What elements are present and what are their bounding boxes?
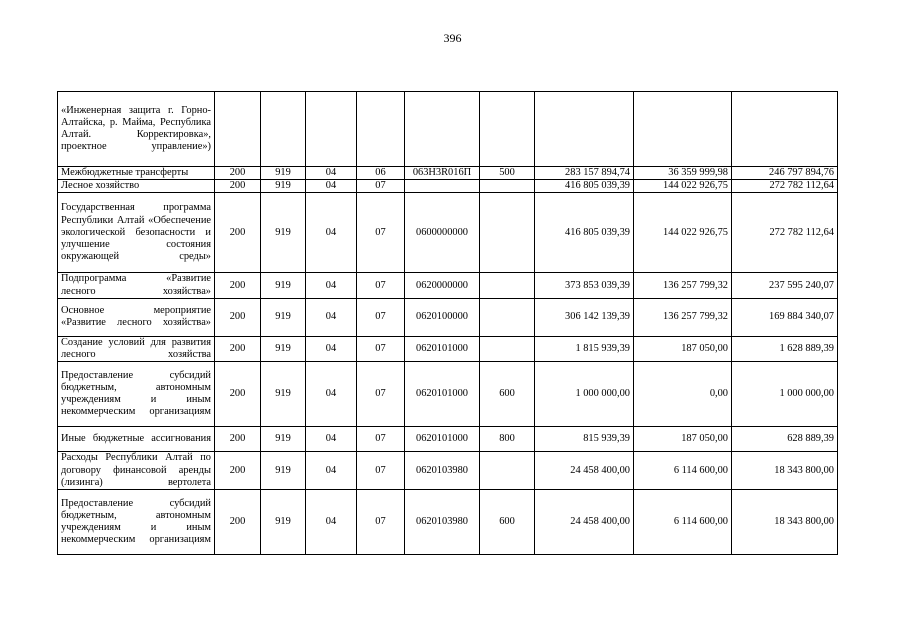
cell-amount-a: 144 022 926,75 xyxy=(634,180,732,193)
table-row xyxy=(58,167,838,180)
cell-amount-b: 628 889,39 xyxy=(732,427,838,452)
cell-csr: 0600000000 xyxy=(405,193,480,273)
table-row xyxy=(58,427,838,452)
cell-name: Расходы Республики Алтай по договору финансовой аренды (лизинга) вертолета xyxy=(58,452,215,490)
cell-pr: 04 xyxy=(306,336,357,361)
cell-csr: 0620103980 xyxy=(405,490,480,555)
page-number: 396 xyxy=(443,31,462,45)
cell-amount-a: 36 359 999,98 xyxy=(634,167,732,180)
cell-csr: 0620000000 xyxy=(405,273,480,298)
cell-amount-a: 136 257 799,32 xyxy=(634,298,732,336)
table-row xyxy=(58,452,838,490)
cell-grbs: 200 xyxy=(215,490,261,555)
cell-rz: 919 xyxy=(261,193,306,273)
cell-sub: 07 xyxy=(357,180,405,193)
cell-total: 24 458 400,00 xyxy=(535,452,634,490)
cell-vr: 800 xyxy=(480,427,535,452)
cell-csr xyxy=(405,92,480,167)
cell-name: Основное мероприятие «Развитие лесного хозяйства» xyxy=(58,298,215,336)
cell-total: 373 853 039,39 xyxy=(535,273,634,298)
cell-rz: 919 xyxy=(261,273,306,298)
cell-csr: 0620103980 xyxy=(405,452,480,490)
table-row xyxy=(58,273,838,298)
cell-pr: 04 xyxy=(306,490,357,555)
cell-amount-a: 144 022 926,75 xyxy=(634,193,732,273)
cell-amount-b: 272 782 112,64 xyxy=(732,180,838,193)
cell-name: Предоставление субсидий бюджетным, автономным учреждениям и иным некоммерческим организациям xyxy=(58,490,215,555)
cell-amount-a xyxy=(634,92,732,167)
table-row xyxy=(58,193,838,273)
cell-total: 1 000 000,00 xyxy=(535,362,634,427)
cell-total: 815 939,39 xyxy=(535,427,634,452)
cell-total xyxy=(535,92,634,167)
cell-name: Государственная программа Республики Алтай «Обеспечение экологической безопасности и улучшение состояния окружающей среды» xyxy=(58,193,215,273)
table-row xyxy=(58,180,838,193)
cell-sub: 07 xyxy=(357,298,405,336)
cell-amount-a: 0,00 xyxy=(634,362,732,427)
cell-rz: 919 xyxy=(261,167,306,180)
cell-grbs xyxy=(215,92,261,167)
cell-grbs: 200 xyxy=(215,180,261,193)
cell-total: 1 815 939,39 xyxy=(535,336,634,361)
cell-rz: 919 xyxy=(261,427,306,452)
table-row xyxy=(58,490,838,555)
cell-pr: 04 xyxy=(306,298,357,336)
cell-grbs: 200 xyxy=(215,167,261,180)
cell-vr xyxy=(480,452,535,490)
cell-sub: 07 xyxy=(357,362,405,427)
cell-grbs: 200 xyxy=(215,427,261,452)
cell-rz: 919 xyxy=(261,490,306,555)
cell-vr xyxy=(480,273,535,298)
cell-csr: 0620100000 xyxy=(405,298,480,336)
table-row xyxy=(58,92,838,167)
cell-name: Предоставление субсидий бюджетным, автономным учреждениям и иным некоммерческим организациям xyxy=(58,362,215,427)
cell-sub: 07 xyxy=(357,452,405,490)
cell-rz: 919 xyxy=(261,298,306,336)
cell-rz: 919 xyxy=(261,362,306,427)
cell-amount-b: 246 797 894,76 xyxy=(732,167,838,180)
cell-vr: 600 xyxy=(480,362,535,427)
cell-grbs: 200 xyxy=(215,452,261,490)
cell-sub: 07 xyxy=(357,193,405,273)
cell-rz: 919 xyxy=(261,336,306,361)
cell-name: Создание условий для развития лесного хозяйства xyxy=(58,336,215,361)
table-row xyxy=(58,336,838,361)
cell-amount-b: 272 782 112,64 xyxy=(732,193,838,273)
cell-name: Иные бюджетные ассигнования xyxy=(58,427,215,452)
cell-total: 416 805 039,39 xyxy=(535,180,634,193)
cell-amount-b: 1 628 889,39 xyxy=(732,336,838,361)
cell-amount-a: 6 114 600,00 xyxy=(634,452,732,490)
cell-amount-b: 18 343 800,00 xyxy=(732,452,838,490)
cell-amount-a: 187 050,00 xyxy=(634,427,732,452)
cell-total: 416 805 039,39 xyxy=(535,193,634,273)
budget-table xyxy=(57,91,838,555)
cell-vr xyxy=(480,180,535,193)
cell-total: 24 458 400,00 xyxy=(535,490,634,555)
cell-name: «Инженерная защита г. Горно-Алтайска, р. Майма, Республика Алтай. Корректировка», проектное управление») xyxy=(58,92,215,167)
cell-grbs: 200 xyxy=(215,193,261,273)
cell-grbs: 200 xyxy=(215,273,261,298)
cell-amount-b: 237 595 240,07 xyxy=(732,273,838,298)
cell-amount-b: 169 884 340,07 xyxy=(732,298,838,336)
cell-sub xyxy=(357,92,405,167)
cell-rz: 919 xyxy=(261,180,306,193)
cell-name: Лесное хозяйство xyxy=(58,180,215,193)
cell-vr xyxy=(480,298,535,336)
cell-pr: 04 xyxy=(306,362,357,427)
cell-pr: 04 xyxy=(306,273,357,298)
cell-grbs: 200 xyxy=(215,336,261,361)
cell-amount-a: 136 257 799,32 xyxy=(634,273,732,298)
cell-vr: 500 xyxy=(480,167,535,180)
cell-amount-b xyxy=(732,92,838,167)
cell-sub: 06 xyxy=(357,167,405,180)
cell-name: Подпрограмма «Развитие лесного хозяйства» xyxy=(58,273,215,298)
cell-csr: 0620101000 xyxy=(405,336,480,361)
cell-pr: 04 xyxy=(306,167,357,180)
cell-sub: 07 xyxy=(357,427,405,452)
cell-sub: 07 xyxy=(357,273,405,298)
cell-amount-a: 6 114 600,00 xyxy=(634,490,732,555)
cell-rz xyxy=(261,92,306,167)
cell-csr: 063H3R016П xyxy=(405,167,480,180)
cell-name: Межбюджетные трансферты xyxy=(58,167,215,180)
cell-amount-b: 18 343 800,00 xyxy=(732,490,838,555)
cell-csr: 0620101000 xyxy=(405,362,480,427)
cell-total: 283 157 894,74 xyxy=(535,167,634,180)
cell-pr: 04 xyxy=(306,180,357,193)
cell-csr: 0620101000 xyxy=(405,427,480,452)
cell-sub: 07 xyxy=(357,490,405,555)
cell-vr: 600 xyxy=(480,490,535,555)
cell-total: 306 142 139,39 xyxy=(535,298,634,336)
cell-csr xyxy=(405,180,480,193)
cell-pr: 04 xyxy=(306,452,357,490)
cell-vr xyxy=(480,336,535,361)
cell-pr xyxy=(306,92,357,167)
table-row xyxy=(58,362,838,427)
cell-rz: 919 xyxy=(261,452,306,490)
table-row xyxy=(58,298,838,336)
cell-pr: 04 xyxy=(306,193,357,273)
cell-vr xyxy=(480,92,535,167)
cell-sub: 07 xyxy=(357,336,405,361)
cell-amount-b: 1 000 000,00 xyxy=(732,362,838,427)
cell-grbs: 200 xyxy=(215,362,261,427)
cell-amount-a: 187 050,00 xyxy=(634,336,732,361)
cell-vr xyxy=(480,193,535,273)
cell-grbs: 200 xyxy=(215,298,261,336)
cell-pr: 04 xyxy=(306,427,357,452)
